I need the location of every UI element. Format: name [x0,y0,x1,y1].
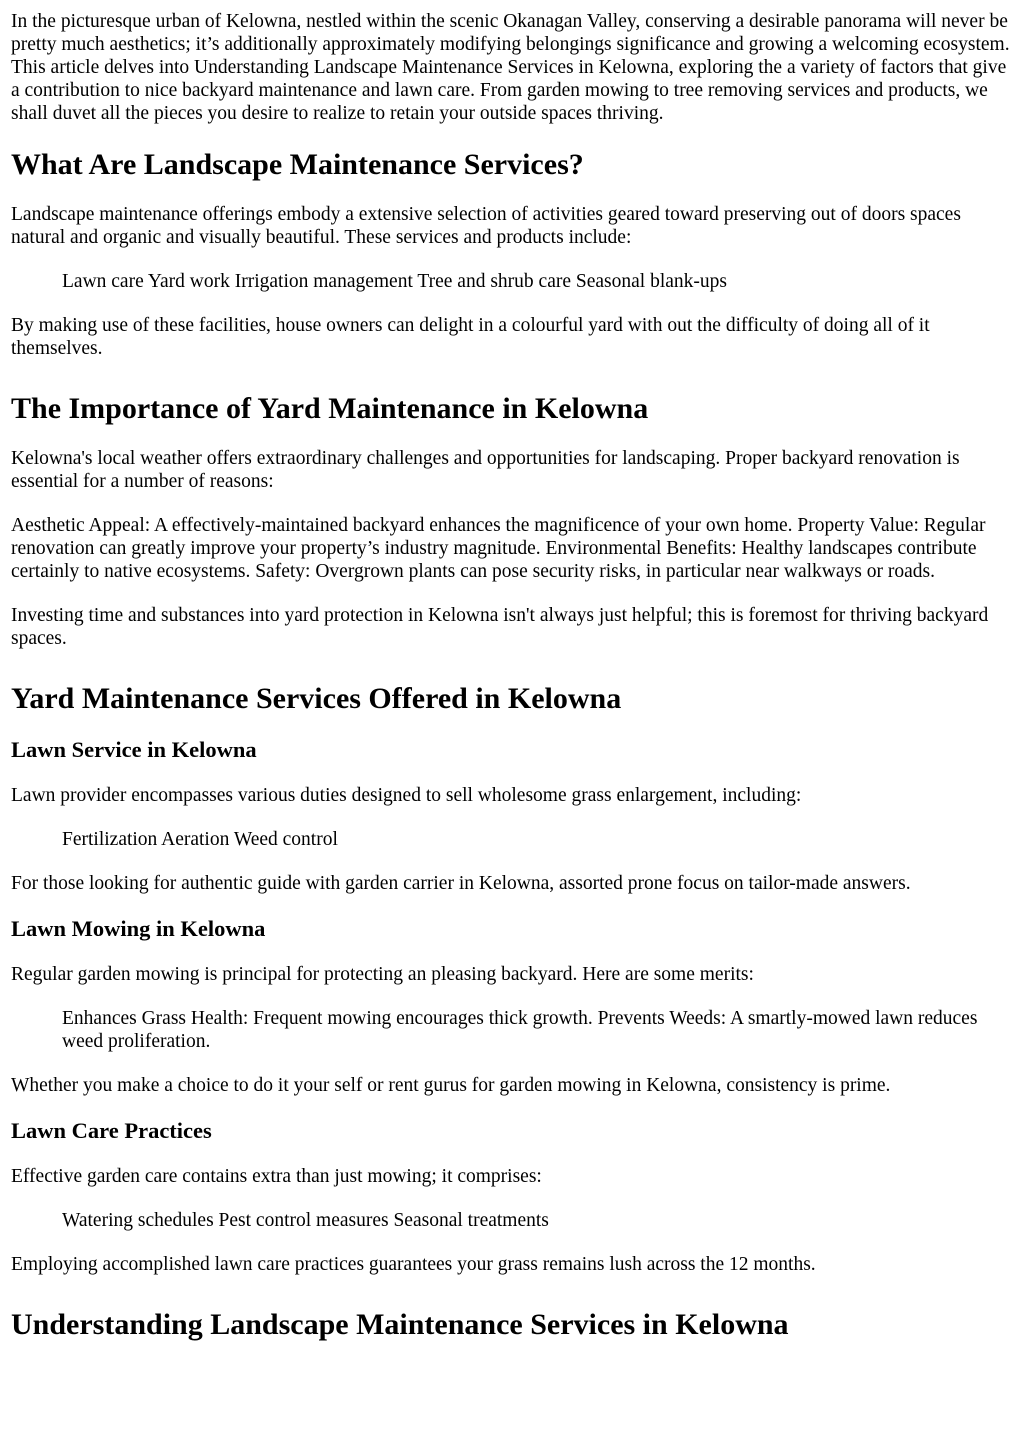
heading-lawn-mowing: Lawn Mowing in Kelowna [11,916,266,941]
lawn-care-followup: Employing accomplished lawn care practices guarantees your grass remains lush across the 12 months. [11,1254,816,1275]
importance-intro-paragraph: Kelowna's local weather offers extraordinary challenges and opportunities for landscaping. Proper backyard renovation is essential for a number of reasons: [11,448,960,492]
heading-understanding: Understanding Landscape Maintenance Services in Kelowna [11,1308,789,1341]
heading-lawn-care-practices: Lawn Care Practices [11,1118,212,1143]
lawn-mowing-paragraph: Regular garden mowing is principal for protecting an pleasing backyard. Here are some merits: [11,964,754,985]
heading-lawn-service: Lawn Service in Kelowna [11,737,257,762]
importance-reasons-paragraph: Aesthetic Appeal: A effectively-maintained backyard enhances the magnificence of your own home. Property Value: Regular renovation can greatly improve your property’s industry magnitude. Environmental Benefits: Healthy landscapes contribute certainly to native ecosystems. Safety: Overgrown plants can pose security risks, in particular near walkways or roads. [11,515,986,582]
services-list-quote: Lawn care Yard work Irrigation management Tree and shrub care Seasonal blank-ups [62,271,727,292]
lawn-care-quote: Watering schedules Pest control measures Seasonal treatments [62,1210,549,1231]
services-intro-paragraph: Landscape maintenance offerings embody a extensive selection of activities geared toward preserving out of doors spaces natural and organic and visually beautiful. These services and products include: [11,204,961,248]
heading-services-offered: Yard Maintenance Services Offered in Kelowna [11,682,622,715]
lawn-service-paragraph: Lawn provider encompasses various duties designed to sell wholesome grass enlargement, including: [11,785,802,806]
lawn-care-paragraph: Effective garden care contains extra than just mowing; it comprises: [11,1166,542,1187]
lawn-mowing-quote: Enhances Grass Health: Frequent mowing encourages thick growth. Prevents Weeds: A smartly-mowed lawn reduces weed proliferation. [62,1008,978,1052]
lawn-service-quote: Fertilization Aeration Weed control [62,829,338,850]
services-benefit-paragraph: By making use of these facilities, house owners can delight in a colourful yard with out the difficulty of doing all of it themselves. [11,315,930,359]
intro-paragraph: In the picturesque urban of Kelowna, nestled within the scenic Okanagan Valley, conserving a desirable panorama will never be pretty much aesthetics; it’s additionally approximately modifying belongings significance and growing a welcoming ecosystem. This article delves into Understanding Landscape Maintenance Services in Kelowna, exploring the a variety of factors that give a contribution to nice backyard maintenance and lawn care. From garden mowing to tree removing services and products, we shall duvet all the pieces you desire to realize to retain your outside spaces thriving. [11,11,1010,124]
heading-importance: The Importance of Yard Maintenance in Kelowna [11,392,649,425]
heading-what-are-services: What Are Landscape Maintenance Services? [11,148,584,181]
lawn-mowing-followup: Whether you make a choice to do it your self or rent gurus for garden mowing in Kelowna, consistency is prime. [11,1075,891,1096]
lawn-service-followup: For those looking for authentic guide with garden carrier in Kelowna, assorted prone focus on tailor-made answers. [11,873,911,894]
importance-conclusion-paragraph: Investing time and substances into yard protection in Kelowna isn't always just helpful; this is foremost for thriving backyard spaces. [11,605,989,649]
